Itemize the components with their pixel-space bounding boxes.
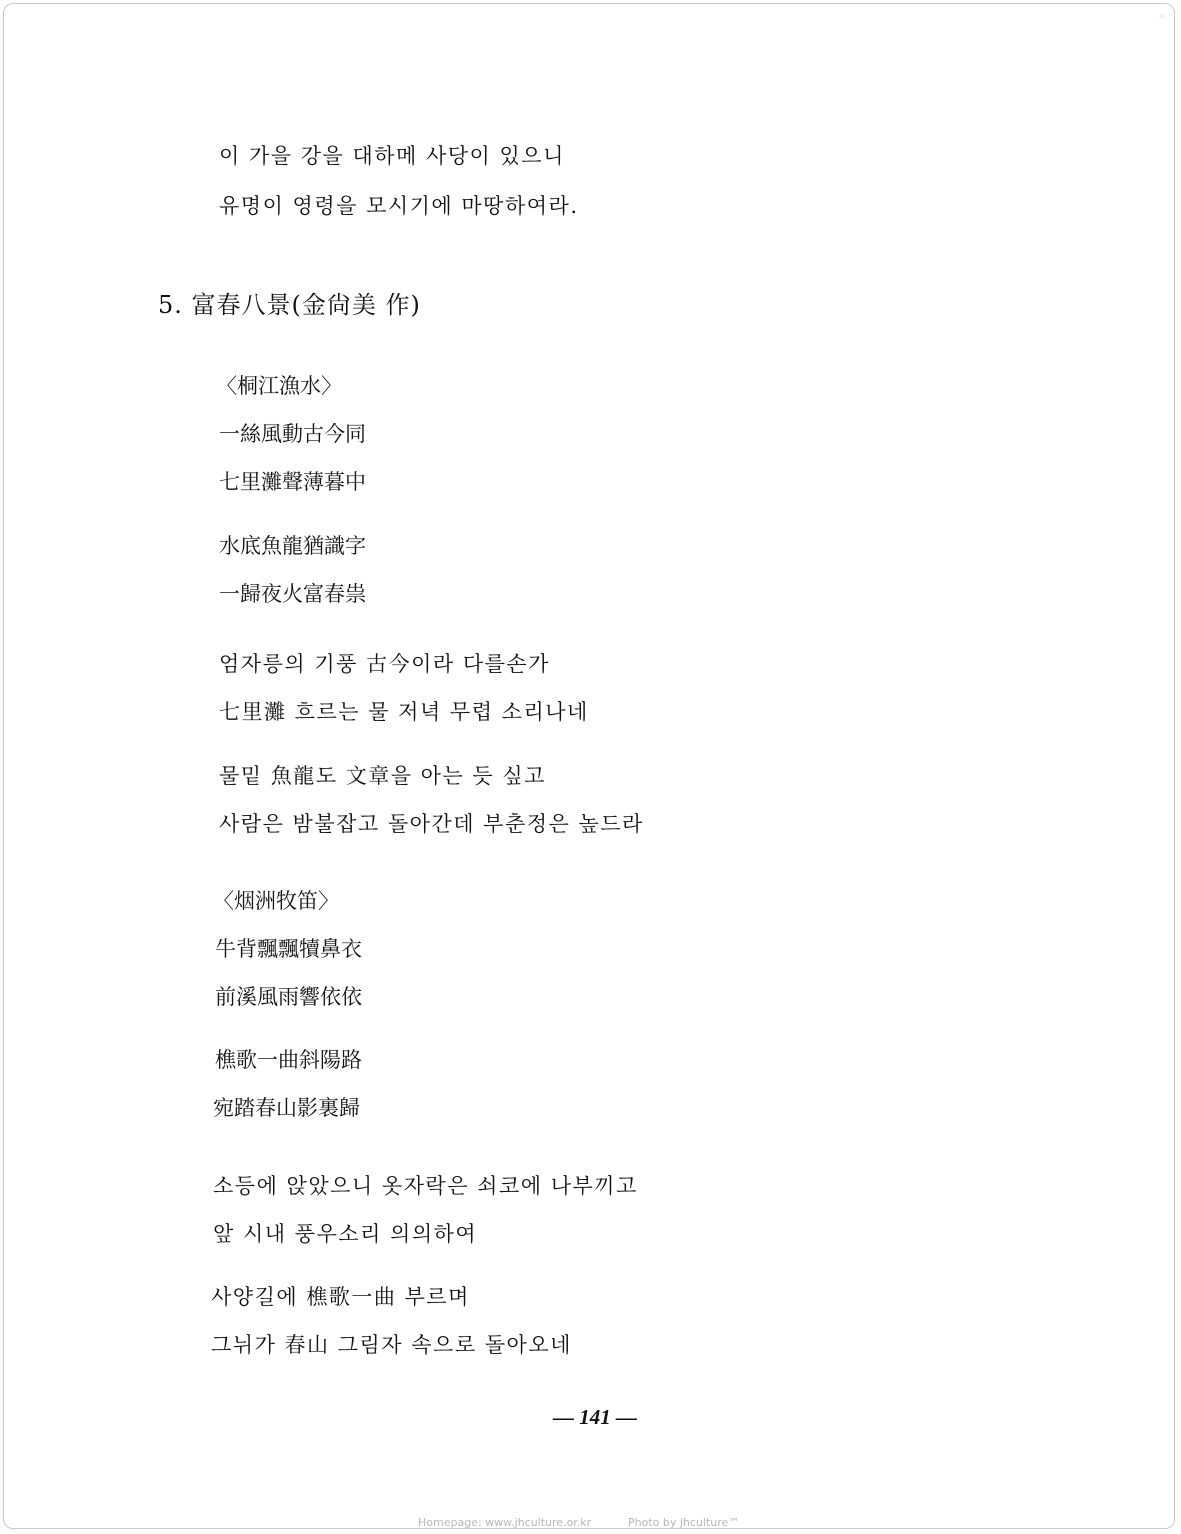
poem1-title: 〈桐江漁水〉 bbox=[216, 374, 342, 398]
poem2-korean-line-3: 사양길에 樵歌一曲 부르며 bbox=[211, 1285, 470, 1309]
poem1-korean-line-4: 사람은 밤불잡고 돌아간데 부춘정은 높드라 bbox=[219, 812, 644, 836]
poem2-hanmun-line-2: 前溪風雨響依依 bbox=[215, 985, 362, 1009]
corner-watermark-mark: ✦ bbox=[1156, 10, 1167, 25]
poem1-hanmun-line-3: 水底魚龍猶識字 bbox=[219, 534, 366, 558]
poem2-hanmun-line-1: 牛背飄飄犢鼻衣 bbox=[215, 937, 362, 961]
footer-photo-credit: Photo by jhculture™ bbox=[628, 1516, 740, 1529]
poem1-hanmun-line-2: 七里灘聲薄暮中 bbox=[219, 470, 366, 494]
poem-end-line-2: 유명이 영령을 모시기에 마땅하여라. bbox=[219, 194, 579, 218]
page-number: — 141 — bbox=[553, 1405, 637, 1429]
poem2-korean-line-4: 그뉘가 春山 그림자 속으로 돌아오네 bbox=[211, 1333, 572, 1357]
poem1-korean-line-3: 물밑 魚龍도 文章을 아는 듯 싶고 bbox=[219, 764, 546, 788]
page-frame bbox=[3, 3, 1175, 1529]
poem1-korean-line-2: 七里灘 흐르는 물 저녁 무렵 소리나네 bbox=[219, 700, 589, 724]
poem2-title: 〈烟洲牧笛〉 bbox=[213, 889, 339, 913]
poem2-korean-line-2: 앞 시내 풍우소리 의의하여 bbox=[213, 1222, 478, 1246]
poem1-hanmun-line-4: 一歸夜火富春祟 bbox=[219, 582, 366, 606]
poem1-hanmun-line-1: 一絲風動古今同 bbox=[219, 422, 366, 446]
poem2-hanmun-line-4: 宛踏春山影裏歸 bbox=[213, 1096, 360, 1120]
section-heading: 5. 富春八景(金尙美 作) bbox=[158, 291, 421, 319]
poem2-hanmun-line-3: 樵歌一曲斜陽路 bbox=[215, 1048, 362, 1072]
footer-homepage: Homepage: www.jhculture.or.kr bbox=[418, 1516, 592, 1529]
poem1-korean-line-1: 엄자릉의 기풍 古今이라 다를손가 bbox=[219, 652, 550, 676]
poem-end-line-1: 이 가을 강을 대하메 사당이 있으니 bbox=[219, 144, 565, 168]
poem2-korean-line-1: 소등에 앉았으니 옷자락은 쇠코에 나부끼고 bbox=[213, 1174, 638, 1198]
